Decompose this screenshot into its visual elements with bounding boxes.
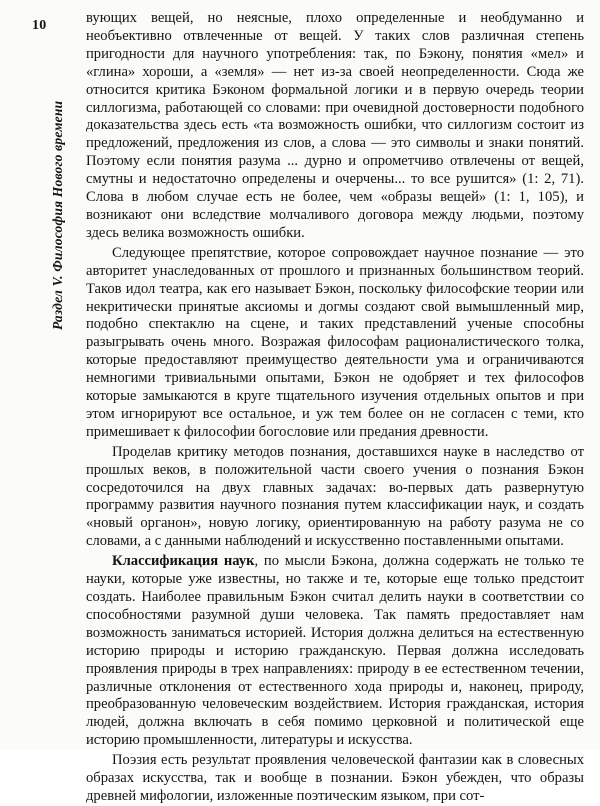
paragraph-4 [86, 553, 584, 750]
body-text [86, 10, 584, 806]
paragraph-2: Следующее препятствие, которое сопровождает научное познание — это авторитет унаследованных от прошлого и признанных большинством теорий. Таков идол театра, как его называет Бэкон, поскольку философские теории или некритически принятые аксиомы и догмы создают свой вымышленный мир, подобно спектаклю на сцене, и таких представлений ученые способны разыгрывать очень много. Возражая философам рационалистического толка, которые предоставляют преимущество деятельности ума и ограничиваются немногими тривиальными опытами, Бэкон не одобряет и тех философов которые замыкаются в круге тщательного изучения отдельных опытов и при этом игнорируют все остальное, и уж тем более он не согласен с теми, кто примешивает к философии богословие или предания древности. [86, 244, 584, 440]
paragraph-4-text: , по мысли Бэкона, должна содержать не только те науки, которые уже известны, но также и те, которые еще только предстоит создать. Наиболее правильным Бэкон считал делить науки в соответствии со способностями разумной души человека. Так память предоставляет нам возможность заниматься историей. История должна делиться на естественную историю природы и историю гражданскую. Первая должна исследовать проявления природы в трех направлениях: природу в ее естественном течении, различные отклонения от естественного хода природы и, наконец, природу, преобразованную человеческим воздействием. История гражданская, история людей, должна включать в себя помимо церковной и политической еще историю промышленности, литературы и искусства. [86, 553, 585, 749]
term-classification-of-sciences: Классификация наук [112, 553, 255, 570]
page-number: 10 [32, 18, 47, 33]
paragraph-1: вующих вещей, но неясные, плохо определенные и необдуманно и необъективно отвлеченные от вещей. У таких слов различная степень пригодности для научного употребления: так, по Бэкону, понятия «мел» и «глина» хороши, а «земля» — нет из-за своей неопределенности. Сюда же относится критика Бэконом формальной логики и в первую очередь теории силлогизма, работающей со словами: при очевидной достоверности подобного доказательства здесь есть «та возможность ошибки, что силлогизм состоит из предложений, предложения из слов, а слова — это символы и знаки понятий. Поэтому если понятия разума ... дурно и опрометчиво отвлечены от вещей, смутны и недостаточно определены и очерчены... то все рушится» (1: 2, 71). Слова в любом случае есть не более, чем «образы вещей» (1: 1, 105), и возникают они вследствие молчаливого договора между людьми, поэтому здесь велика возможность ошибки. [86, 10, 584, 241]
paragraph-3: Проделав критику методов познания, доставшихся науке в наследство от прошлых веков, в положительной части своего учения о познания Бэкон сосредоточился на двух главных задачах: во-первых дать развернутую программу развития научного познания путем классификации наук, и создать «новый органон», новую логику, ориентированную на работу разума не со словами, а с данными наблюдений и искусственно поставленными опытами. [86, 443, 584, 550]
running-header: Раздел V. Философия Нового времени [50, 100, 65, 330]
paragraph-5: Поэзия есть результат проявления человеческой фантазии как в словесных образах искусства, так и вообще в познании. Бэкон убежден, что образы древней мифологии, изложенные поэтическим языком, при сот- [86, 752, 584, 804]
